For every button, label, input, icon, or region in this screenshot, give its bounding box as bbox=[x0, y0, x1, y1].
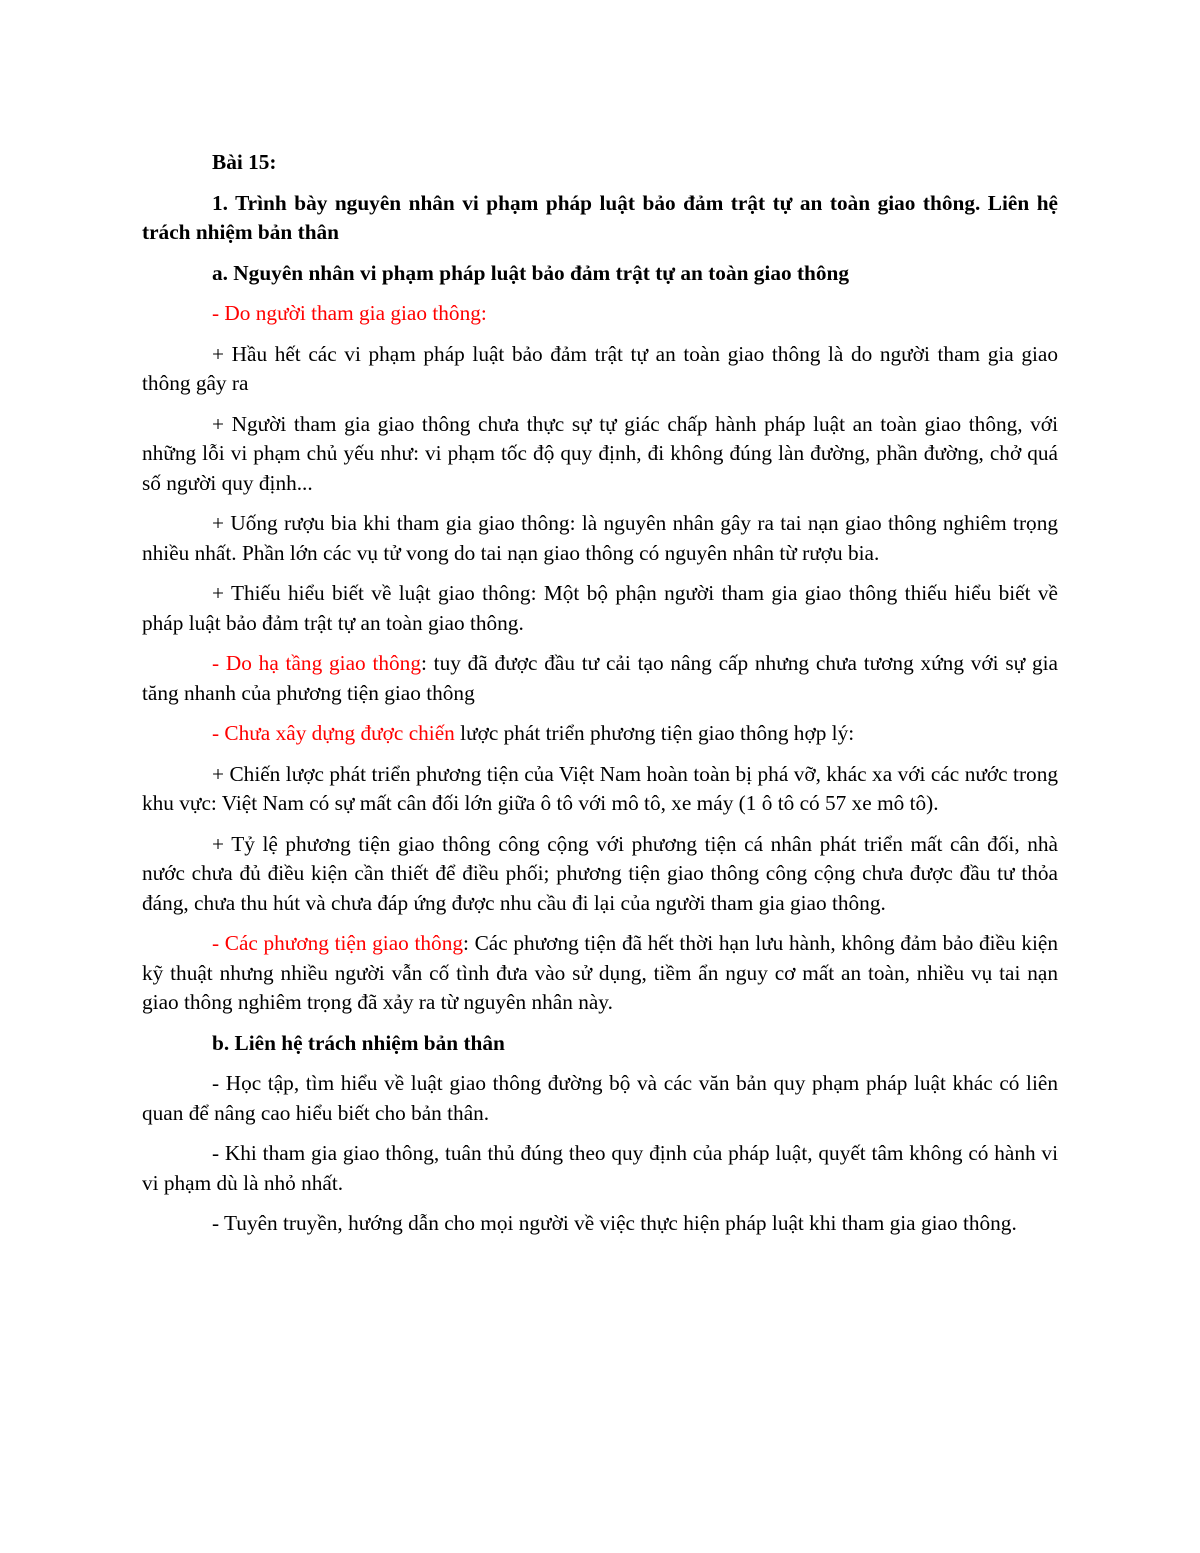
question-heading: 1. Trình bày nguyên nhân vi phạm pháp luật bảo đảm trật tự an toàn giao thông. Liên hệ trách nhiệm bản thân bbox=[142, 190, 1058, 244]
people-point: + Uống rượu bia khi tham gia giao thông: là nguyên nhân gây ra tai nạn giao thông nghiêm trọng nhiều nhất. Phần lớn các vụ tử vong do tai nạn giao thông có nguyên nhân từ rượu bia. bbox=[142, 511, 1058, 565]
people-point: + Người tham gia giao thông chưa thực sự tự giác chấp hành pháp luật an toàn giao thông, với những lỗi vi phạm chủ yếu như: vi phạm tốc độ quy định, đi không đúng làn đường, phần đường, chở quá số người quy định... bbox=[142, 411, 1058, 495]
section-b-heading: b. Liên hệ trách nhiệm bản thân bbox=[212, 1030, 505, 1055]
strategy-point: + Chiến lược phát triển phương tiện của Việt Nam hoàn toàn bị phá vỡ, khác xa với các nước trong khu vực: Việt Nam có sự mất cân đối lớn giữa ô tô với mô tô, xe máy (1 ô tô có 57 xe mô tô). bbox=[142, 761, 1058, 815]
strategy-point: + Tỷ lệ phương tiện giao thông công cộng với phương tiện cá nhân phát triển mất cân đối, nhà nước chưa đủ điều kiện cần thiết để điều phối; phương tiện giao thông công cộng chưa được đầu tư thỏa đáng, chưa thu hút và chưa đáp ứng được nhu cầu đi lại của người tham gia giao thông. bbox=[142, 831, 1058, 915]
cause-infrastructure bbox=[142, 649, 1058, 708]
cause-people-heading: - Do người tham gia giao thông: bbox=[212, 301, 487, 325]
people-point: + Thiếu hiểu biết về luật giao thông: Một bộ phận người tham gia giao thông thiếu hiểu biết về pháp luật bảo đảm trật tự an toàn giao thông. bbox=[142, 581, 1058, 635]
cause-strategy bbox=[142, 719, 1058, 749]
document-page bbox=[142, 148, 1058, 1250]
section-a-heading: a. Nguyên nhân vi phạm pháp luật bảo đảm trật tự an toàn giao thông bbox=[212, 260, 850, 285]
cause-infrastructure-label: - Do hạ tầng giao thông bbox=[212, 651, 421, 675]
responsibility-point: - Tuyên truyền, hướng dẫn cho mọi người về việc thực hiện pháp luật khi tham gia giao thông. bbox=[212, 1211, 1017, 1235]
responsibility-point: - Học tập, tìm hiểu về luật giao thông đường bộ và các văn bản quy phạm pháp luật khác có liên quan để nâng cao hiểu biết cho bản thân. bbox=[142, 1071, 1058, 1125]
cause-vehicles-label: - Các phương tiện giao thông bbox=[212, 931, 463, 955]
cause-strategy-text: lược phát triển phương tiện giao thông hợp lý: bbox=[454, 721, 855, 745]
lesson-title: Bài 15: bbox=[212, 150, 277, 174]
people-point: + Hầu hết các vi phạm pháp luật bảo đảm trật tự an toàn giao thông là do người tham gia giao thông gây ra bbox=[142, 341, 1058, 395]
cause-vehicles-text: : Các phương tiện đã hết thời hạn lưu hành, không đảm bảo điều kiện kỹ thuật nhưng nhiều người vẫn cố tình đưa vào sử dụng, tiềm ẩn nguy cơ mất an toàn, nhiều vụ tai nạn giao thông nghiêm trọng đã xảy ra từ nguyên nhân này. bbox=[142, 931, 1058, 1014]
responsibility-point: - Khi tham gia giao thông, tuân thủ đúng theo quy định của pháp luật, quyết tâm không có hành vi vi phạm dù là nhỏ nhất. bbox=[142, 1141, 1058, 1195]
cause-strategy-label: - Chưa xây dựng được chiến bbox=[212, 721, 455, 745]
cause-vehicles bbox=[142, 929, 1058, 1018]
cause-infrastructure-text: : tuy đã được đầu tư cải tạo nâng cấp nhưng chưa tương xứng với sự gia tăng nhanh của phương tiện giao thông bbox=[142, 651, 1058, 705]
